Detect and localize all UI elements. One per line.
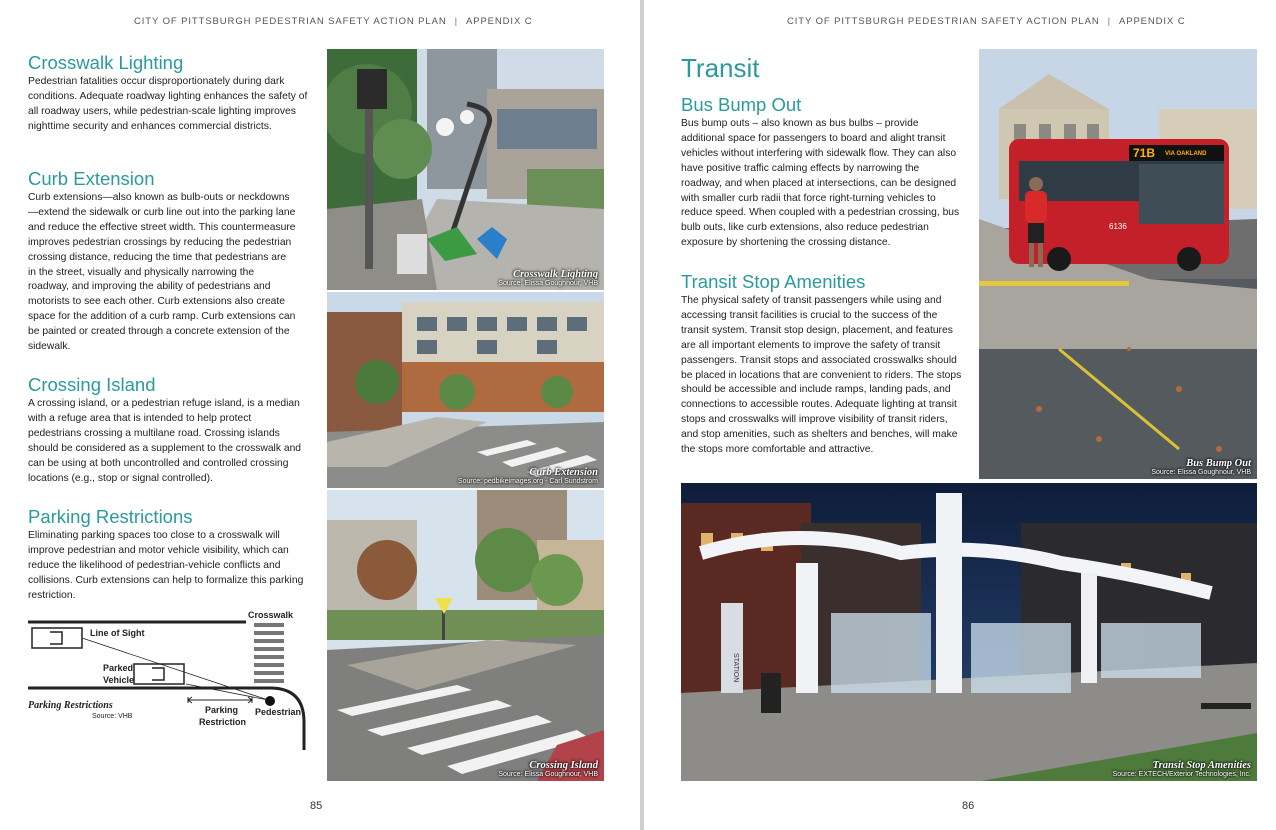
caption-title: Curb Extension bbox=[529, 467, 598, 478]
photo-crossing-island bbox=[327, 490, 604, 781]
heading-curb-extension: Curb Extension bbox=[28, 168, 155, 189]
heading-transit-stop-amenities: Transit Stop Amenities bbox=[681, 271, 866, 292]
station-sign: STATION bbox=[732, 653, 739, 683]
bus-destination-sign: VIA OAKLAND bbox=[1165, 151, 1207, 157]
text-transit-stop-amenities: The physical safety of transit passengers while using and accessing transit facilities is crucial to the success of the transit system. Transit stop design, placement, and features are all important elements to improve the safety of transit passengers. Transit stops and associated crosswalks should be placed in locations that are convenient to riders. The stops should be accessible and include ramps, landing pads, and connections to accessible routes. Adequate lighting at transit stops and crosswalks will improve visibility of transit riders, and stop amenities, such as shelters and benches, will make the stops more comfortable and attractive. bbox=[681, 295, 962, 456]
caption-bus-bump-out bbox=[1151, 458, 1251, 476]
page-number: 85 bbox=[310, 800, 323, 812]
photo-crosswalk-lighting bbox=[327, 49, 604, 290]
photo-bus-bump-out bbox=[979, 49, 1257, 479]
heading-bus-bump-out: Bus Bump Out bbox=[681, 94, 802, 115]
text-parking-restrictions: Eliminating parking spaces too close to a crosswalk will improve pedestrian and motor vehicle visibility, which can reduce the likelihood of pedestrian-vehicle conflicts and collisions. Curb extensions can help to formalize this parking restriction. bbox=[28, 530, 304, 601]
label-crosswalk: Crosswalk bbox=[248, 610, 294, 620]
header-separator: | bbox=[1107, 16, 1111, 27]
caption-source: Source: Elissa Goughnour, VHB bbox=[498, 280, 598, 287]
text-crosswalk-lighting: Pedestrian fatalities occur disproportionately during dark conditions. Adequate roadway lighting enhances the safety of all roadway users, while pedestrian-scale lighting improves nighttime security and enhances commercial districts. bbox=[28, 76, 308, 132]
diagram-caption: Parking Restrictions bbox=[28, 700, 113, 711]
caption-crosswalk-lighting bbox=[498, 269, 598, 287]
text-crossing-island: A crossing island, or a pedestrian refuge island, is a median with a refuge area that is intended to help protect pedestrians crossing a multilane road. Crossing islands should be considered as a supplement to the crosswalk and can be using at both uncontrolled and controlled crossing locations (e.g., stop or signal controlled). bbox=[28, 398, 302, 484]
label-pedestrian: Pedestrian bbox=[255, 707, 302, 717]
running-header bbox=[134, 16, 533, 27]
caption-source: Source: EXTECH/Exterior Technologies, Inc. bbox=[1112, 771, 1251, 778]
caption-curb-extension bbox=[458, 467, 598, 485]
parking-restriction-diagram bbox=[26, 604, 316, 754]
header-title: CITY OF PITTSBURGH PEDESTRIAN SAFETY ACTION PLAN bbox=[134, 16, 447, 27]
label-parked: Parked bbox=[103, 663, 134, 673]
photo-transit-stop-amenities bbox=[681, 483, 1257, 781]
text-bus-bump-out: Bus bump outs – also known as bus bulbs – provide additional space for passengers to board and alight transit vehicles without interfering with sidewalk flow. They can also have positive traffic calming effects by narrowing the roadway, and when placed at intersections, can be designed with smaller curb radii that force right-turning vehicles to reduce speed. When coupled with a pedestrian crossing, bus bulb outs, like curb extensions, also reduce pedestrian exposure by shortening the crossing distance. bbox=[681, 118, 960, 249]
caption-crossing-island bbox=[498, 760, 598, 778]
caption-title: Crossing Island bbox=[529, 760, 598, 771]
diagram-source: Source: VHB bbox=[92, 713, 133, 720]
bus-route-sign: 71B bbox=[1133, 146, 1156, 160]
caption-title: Transit Stop Amenities bbox=[1152, 760, 1251, 771]
header-separator: | bbox=[454, 16, 458, 27]
caption-title: Bus Bump Out bbox=[1186, 458, 1251, 469]
label-vehicle: Vehicle bbox=[103, 675, 135, 685]
bus-number: 6136 bbox=[1109, 222, 1127, 231]
heading-parking-restrictions: Parking Restrictions bbox=[28, 506, 193, 527]
caption-source: Source: Elissa Goughnour, VHB bbox=[1151, 469, 1251, 476]
pedestrian-dot bbox=[265, 696, 275, 706]
page-86 bbox=[644, 0, 1276, 830]
caption-transit-stop-amenities bbox=[1113, 760, 1251, 778]
header-appendix: APPENDIX C bbox=[1118, 16, 1186, 27]
photo-curb-extension bbox=[327, 292, 604, 488]
heading-crossing-island: Crossing Island bbox=[28, 374, 156, 395]
caption-source: Source: Elissa Goughnour, VHB bbox=[498, 771, 598, 778]
header-title: CITY OF PITTSBURGH PEDESTRIAN SAFETY ACTION PLAN bbox=[787, 16, 1100, 27]
caption-title: Crosswalk Lighting bbox=[513, 269, 598, 280]
header-appendix: APPENDIX C bbox=[465, 16, 533, 27]
label-parking: Parking bbox=[205, 705, 239, 715]
running-header bbox=[787, 16, 1186, 27]
page-number: 86 bbox=[962, 800, 975, 812]
caption-source: Source: pedbikeimages.org - Carl Sundstrom bbox=[457, 478, 598, 485]
label-restriction: Restriction bbox=[199, 717, 247, 727]
heading-crosswalk-lighting: Crosswalk Lighting bbox=[28, 52, 184, 73]
label-line-of-sight: Line of Sight bbox=[90, 628, 145, 638]
text-curb-extension: Curb extensions—also known as bulb-outs or neckdowns—extend the sidewalk or curb line out into the parking lane and reduce the effective street width. This countermeasure improves pedestrian crossings by reducing the pedestrian crossing distance, reducing the time that pedestrians are in the street, visually and physically narrowing the roadway, and improving the ability of pedestrians and motorists to see each other. Curb extensions also create space for the addition of a curb ramp. Curb extensions can be painted or created through a concrete extension of the sidewalk. bbox=[28, 192, 296, 353]
page-title-transit: Transit bbox=[681, 53, 760, 83]
